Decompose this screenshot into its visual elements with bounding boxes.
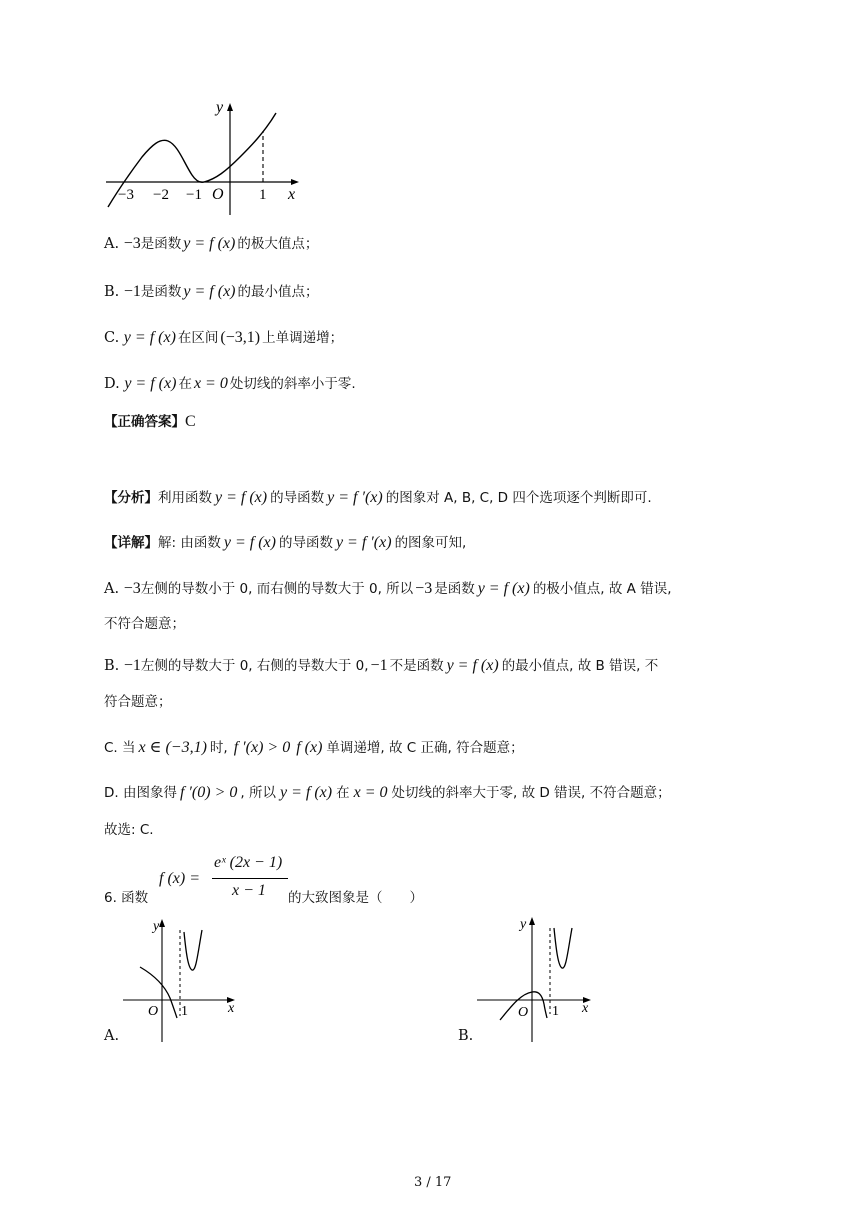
detail-c-prefix: C. 当 [104, 740, 136, 756]
answer-label: 【正确答案】 [104, 414, 185, 430]
detail-c-cond: x ∈ (−3,1) [138, 739, 207, 756]
graph-option-a [118, 912, 242, 1044]
detail-a-t2: 是函数 [434, 581, 475, 597]
tick-neg1: −1 [186, 187, 202, 203]
page-number: 3 / 17 [414, 1175, 452, 1190]
detail-t1: 解: 由函数 [158, 535, 221, 551]
detail-b-num2: −1 [370, 657, 388, 674]
detail-c-t2: 单调递增, 故 C 正确, 符合题意； [326, 740, 524, 756]
detail-c [104, 736, 524, 757]
option-d-text1: 在 [178, 376, 192, 392]
option-d-fx: y = f (x) [124, 375, 177, 392]
detail-a [104, 577, 672, 598]
q6-number: 6. 函数 [104, 890, 149, 906]
y-axis-label: y [216, 99, 224, 116]
detail-d-fp: f ′(0) > 0 [179, 784, 238, 801]
option-d-prefix: D. [104, 376, 125, 392]
graph-a-y-arrow [159, 919, 165, 927]
option-b-num: −1 [123, 283, 141, 300]
graph-b-y-label: y [520, 917, 527, 932]
option-b-prefix: B. [104, 284, 124, 300]
analysis-label: 【分析】 [104, 490, 158, 506]
analysis-t1: 利用函数 [158, 490, 212, 506]
option-a-text1: 是函数 [140, 236, 182, 252]
q6-lhs: f (x) = [159, 870, 200, 887]
detail-b-t3: 的最小值点, 故 B 错误, 不 [501, 658, 659, 674]
graph-b-label: B. [458, 1028, 474, 1044]
detail-a-t1: 左侧的导数小于 0, 而右侧的导数大于 0, 所以 [140, 581, 414, 597]
analysis-fpx: y = f ′(x) [327, 489, 383, 506]
option-c-prefix: C. [104, 330, 124, 346]
detail-b-t1: 左侧的导数大于 0, 右侧的导数大于 0, [140, 658, 369, 674]
graph-a-left-branch [140, 967, 177, 1018]
option-a-fx: y = f (x) [183, 235, 236, 252]
graph-b-origin: O [518, 1005, 529, 1020]
y-axis-arrow [227, 103, 233, 111]
graph-a-origin: O [148, 1004, 159, 1019]
tick-neg3: −3 [118, 187, 134, 203]
option-b-text1: 是函数 [140, 284, 182, 300]
detail-d-prefix: D. 由图象得 [104, 785, 177, 801]
q6-denominator: x − 1 [232, 882, 266, 899]
analysis-t2: 的导函数 [270, 490, 325, 506]
option-d-text2: 处切线的斜率小于零. [229, 376, 356, 392]
graph-a-label: A. [104, 1028, 120, 1044]
answer-value: C [185, 413, 196, 430]
detail-a-prefix: A. [104, 581, 124, 597]
x-axis-arrow [291, 179, 299, 185]
correct-answer [104, 410, 196, 431]
detail-b-num: −1 [123, 657, 141, 674]
detail-d-fx: y = f (x) [279, 784, 333, 801]
detail-a-num2: −3 [415, 580, 433, 597]
graph-a-right-branch [184, 930, 202, 970]
graph-b-right-branch [554, 928, 572, 968]
detail-d-t2: 在 [336, 785, 350, 801]
option-a [104, 232, 318, 253]
detail-a-num: −3 [123, 580, 141, 597]
option-d [104, 372, 356, 393]
derivative-graph [100, 95, 310, 220]
detail-d [104, 781, 671, 802]
q6-numerator: eˣ (2x − 1) [214, 854, 283, 871]
choose-line: 故选: C. [104, 822, 154, 838]
option-a-num: −3 [123, 235, 141, 252]
x-axis-label: x [288, 186, 296, 203]
detail-t3: 的图象可知, [394, 535, 467, 551]
detail-c-fx: f (x) [296, 739, 323, 756]
graph-a-x-label: x [228, 1001, 235, 1016]
origin-label: O [212, 186, 224, 203]
option-d-cond: x = 0 [193, 375, 228, 392]
analysis-fx: y = f (x) [215, 489, 268, 506]
graph-a-y-label: y [153, 919, 160, 934]
q6-fraction-bar [212, 878, 288, 879]
detail-a-t3: 的极小值点, 故 A 错误, [532, 581, 672, 597]
detail [104, 531, 466, 552]
detail-b-t2: 不是函数 [389, 658, 444, 674]
detail-b-line2: 符合题意； [104, 694, 172, 710]
option-c-interval: (−3,1) [220, 329, 261, 346]
detail-b-fx: y = f (x) [446, 657, 499, 674]
option-a-text2: 的极大值点； [237, 236, 319, 252]
graph-b-one: 1 [552, 1004, 559, 1019]
option-b-fx: y = f (x) [183, 283, 236, 300]
graph-a-one: 1 [181, 1004, 188, 1019]
detail-d-t3: 处切线的斜率大于零, 故 D 错误, 不符合题意； [391, 785, 671, 801]
option-c [104, 326, 343, 347]
option-c-fx: y = f (x) [123, 329, 176, 346]
graph-option-b [472, 910, 600, 1044]
detail-b-prefix: B. [104, 658, 124, 674]
option-a-prefix: A. [104, 236, 124, 252]
detail-t2: 的导函数 [278, 535, 333, 551]
option-b [104, 280, 319, 301]
tick-1: 1 [259, 187, 267, 203]
tick-neg2: −2 [153, 187, 169, 203]
detail-c-fp: f ′(x) > 0 [233, 739, 291, 756]
detail-fx: y = f (x) [223, 534, 276, 551]
analysis-t3: 的图象对 A, B, C, D 四个选项逐个判断即可. [385, 490, 652, 506]
detail-label: 【详解】 [104, 535, 158, 551]
detail-a-line2: 不符合题意； [104, 616, 185, 632]
detail-d-cond: x = 0 [353, 784, 388, 801]
analysis [104, 486, 652, 507]
option-c-text2: 上单调递增； [262, 330, 344, 346]
option-c-text1: 在区间 [177, 330, 219, 346]
option-b-text2: 的最小值点； [237, 284, 319, 300]
detail-d-t1: , 所以 [240, 785, 276, 801]
detail-a-fx: y = f (x) [477, 580, 530, 597]
graph-b-x-label: x [582, 1001, 589, 1016]
detail-b [104, 654, 658, 675]
detail-fpx: y = f ′(x) [335, 534, 392, 551]
graph-b-y-arrow [529, 917, 535, 925]
q6-text: 的大致图象是（ ） [288, 890, 423, 906]
detail-c-t1: 时, [209, 740, 228, 756]
